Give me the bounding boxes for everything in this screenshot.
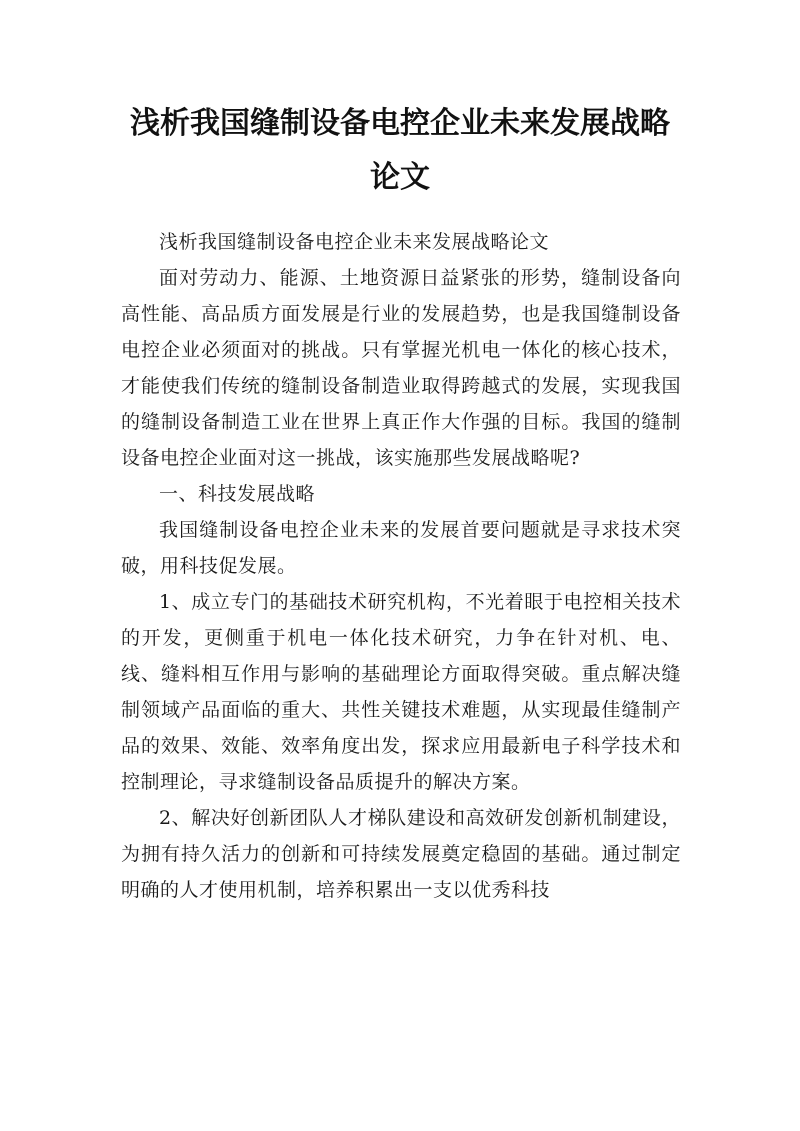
body-paragraph: 面对劳动力、能源、土地资源日益紧张的形势，缝制设备向高性能、高品质方面发展是行业的发展趋势，也是我国缝制设备电控企业必须面对的挑战。只有掌握光机电一体化的核心技术，才能使我们传统的缝制设备制造业取得跨越式的发展，实现我国的缝制设备制造工业在世界上真正作大作强的目标。我国的缝制设备电控企业面对这一挑战，该实施那些发展战略呢?	[121, 267, 681, 469]
body-paragraph: 我国缝制设备电控企业未来的发展首要问题就是寻求技术突破，用科技促发展。	[121, 519, 681, 577]
body-paragraph: 浅析我国缝制设备电控企业未来发展战略论文	[159, 231, 550, 253]
document-title: 浅析我国缝制设备电控企业未来发展战略论文	[130, 106, 670, 195]
body-paragraph: 1、成立专门的基础技术研究机构，不光着眼于电控相关技术的开发，更侧重于机电一体化技术研究，力争在针对机、电、线、缝料相互作用与影响的基础理论方面取得突破。重点解决缝制领域产品面临的重大、共性关键技术难题，从实现最佳缝制产品的效果、效能、效率角度出发，探求应用最新电子科学技术和控制理论，寻求缝制设备品质提升的解决方案。	[121, 591, 681, 793]
document-body	[121, 224, 681, 908]
section-heading: 一、科技发展战略	[159, 483, 316, 505]
body-paragraph: 2、解决好创新团队人才梯队建设和高效研发创新机制建设，为拥有持久活力的创新和可持续发展奠定稳固的基础。通过制定明确的人才使用机制，培养积累出一支以优秀科技	[121, 807, 681, 901]
